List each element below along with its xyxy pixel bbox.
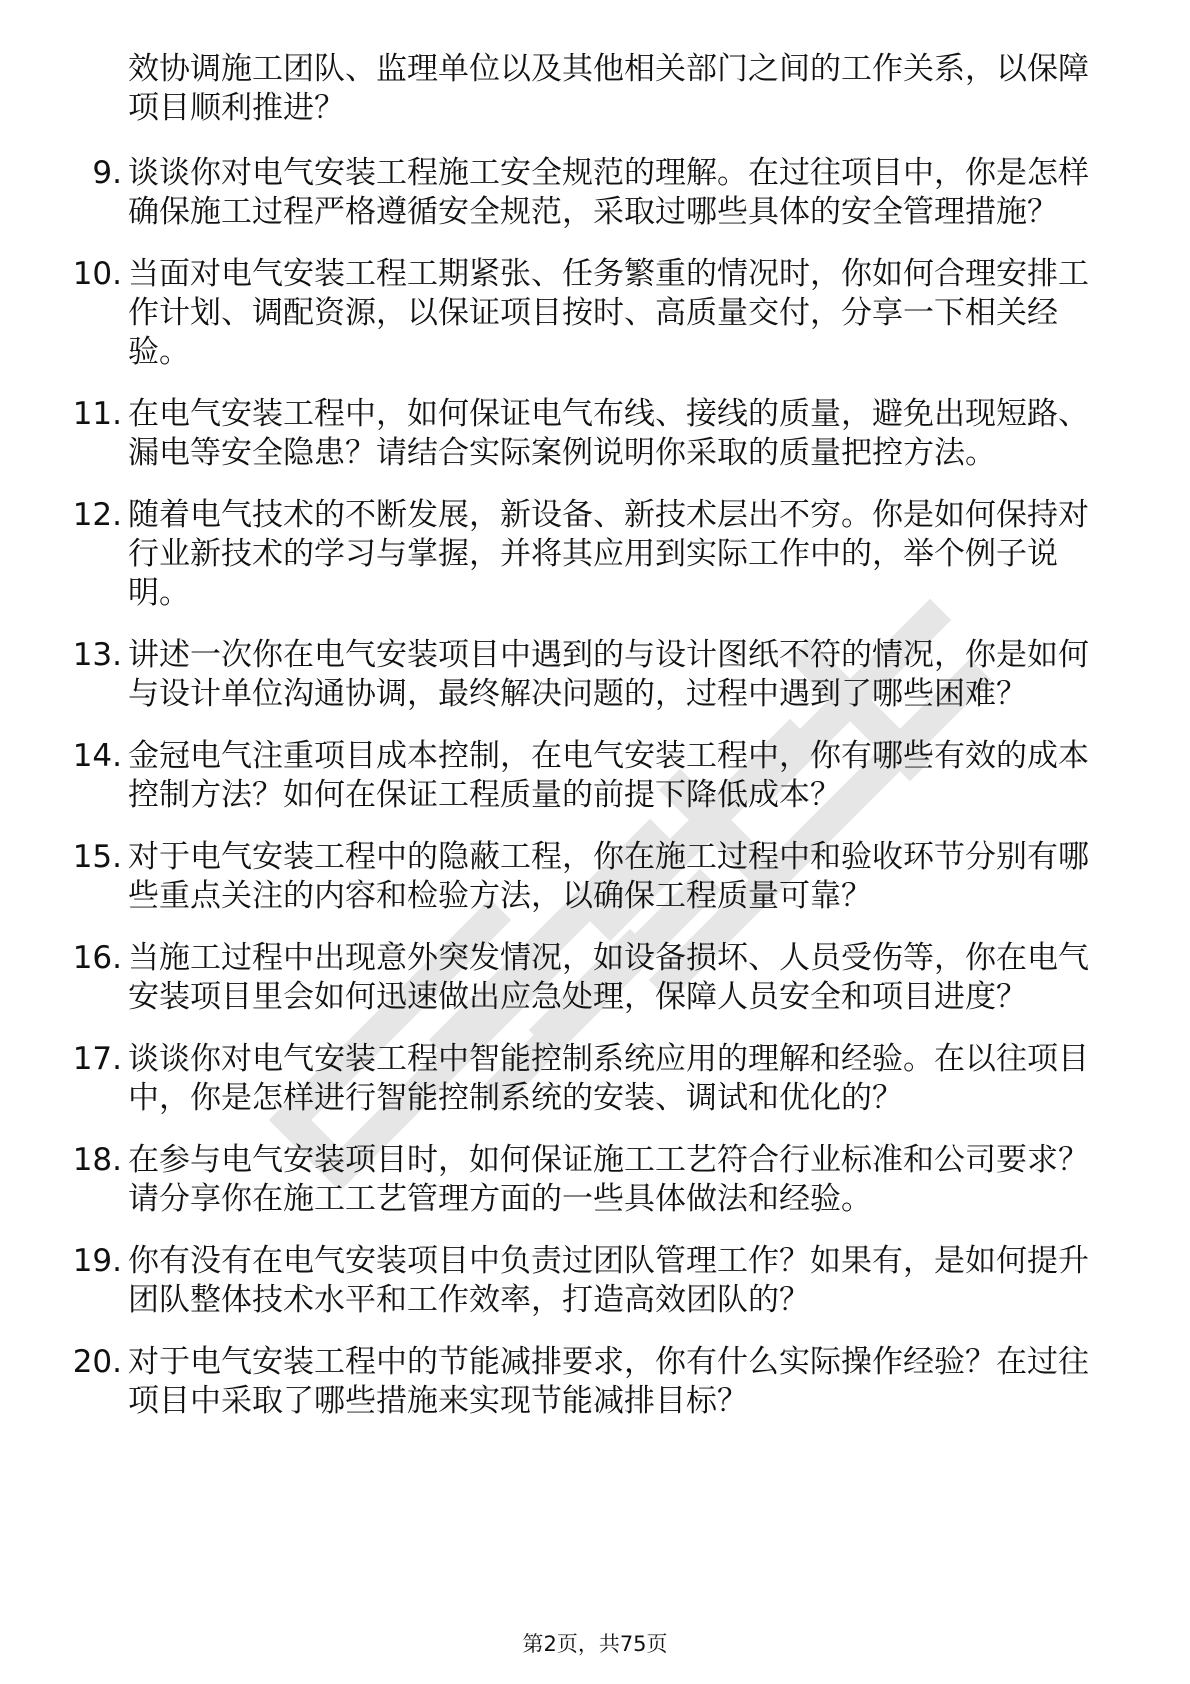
question-number: 20. [72,1344,122,1380]
list-item [58,1141,1138,1219]
list-item [58,636,1138,714]
list-item [58,154,1138,232]
question-number: 16. [72,940,122,976]
page-footer: 第2页，共75页 [522,1632,668,1656]
list-item [58,496,1138,613]
question-text: 对于电气安装工程中的节能减排要求，你有什么实际操作经验？在过往项目中采取了哪些措施来实现节能减排目标？ [128,1344,1089,1419]
list-item [58,1242,1138,1320]
question-number: 17. [72,1041,122,1077]
question-number: 15. [72,839,122,875]
question-number: 9. [92,155,122,191]
question-text: 讲述一次你在电气安装项目中遇到的与设计图纸不符的情况，你是如何与设计单位沟通协调，最终解决问题的，过程中遇到了哪些困难？ [128,637,1089,712]
list-item [58,939,1138,1017]
question-number: 14. [72,738,122,774]
question-number: 13. [72,637,122,673]
list-item [58,395,1138,473]
question-text: 在参与电气安装项目时，如何保证施工工艺符合行业标准和公司要求？请分享你在施工工艺管理方面的一些具体做法和经验。 [128,1142,1089,1217]
question-text: 当施工过程中出现意外突发情况，如设备损坏、人员受伤等，你在电气安装项目里会如何迅速做出应急处理，保障人员安全和项目进度？ [128,940,1089,1015]
question-text: 金冠电气注重项目成本控制，在电气安装工程中，你有哪些有效的成本控制方法？如何在保证工程质量的前提下降低成本？ [128,738,1089,813]
document-body [58,50,1138,1444]
question-text: 当面对电气安装工程工期紧张、任务繁重的情况时，你如何合理安排工作计划、调配资源，以保证项目按时、高质量交付，分享一下相关经验。 [128,256,1089,370]
question-number: 19. [72,1243,122,1279]
question-text: 对于电气安装工程中的隐蔽工程，你在施工过程中和验收环节分别有哪些重点关注的内容和检验方法，以确保工程质量可靠？ [128,839,1089,914]
question-number: 10. [72,256,122,292]
list-item [58,255,1138,372]
list-item [58,737,1138,815]
question-text: 随着电气技术的不断发展，新设备、新技术层出不穷。你是如何保持对行业新技术的学习与掌握，并将其应用到实际工作中的，举个例子说明。 [128,497,1089,611]
question-number: 12. [72,497,122,533]
question-text: 谈谈你对电气安装工程中智能控制系统应用的理解和经验。在以往项目中，你是怎样进行智能控制系统的安装、调试和优化的？ [128,1041,1089,1116]
continued-question-text: 效协调施工团队、监理单位以及其他相关部门之间的工作关系，以保障项目顺利推进？ [128,51,1089,126]
list-item [58,1343,1138,1421]
question-text: 谈谈你对电气安装工程施工安全规范的理解。在过往项目中，你是怎样确保施工过程严格遵循安全规范，采取过哪些具体的安全管理措施？ [128,155,1089,230]
question-text: 在电气安装工程中，如何保证电气布线、接线的质量，避免出现短路、漏电等安全隐患？请结合实际案例说明你采取的质量把控方法。 [128,396,1089,471]
question-list [58,154,1138,1421]
question-number: 11. [72,396,122,432]
list-item [58,838,1138,916]
question-text: 你有没有在电气安装项目中负责过团队管理工作？如果有，是如何提升团队整体技术水平和工作效率，打造高效团队的？ [128,1243,1089,1318]
question-number: 18. [72,1142,122,1178]
list-item [58,1040,1138,1118]
